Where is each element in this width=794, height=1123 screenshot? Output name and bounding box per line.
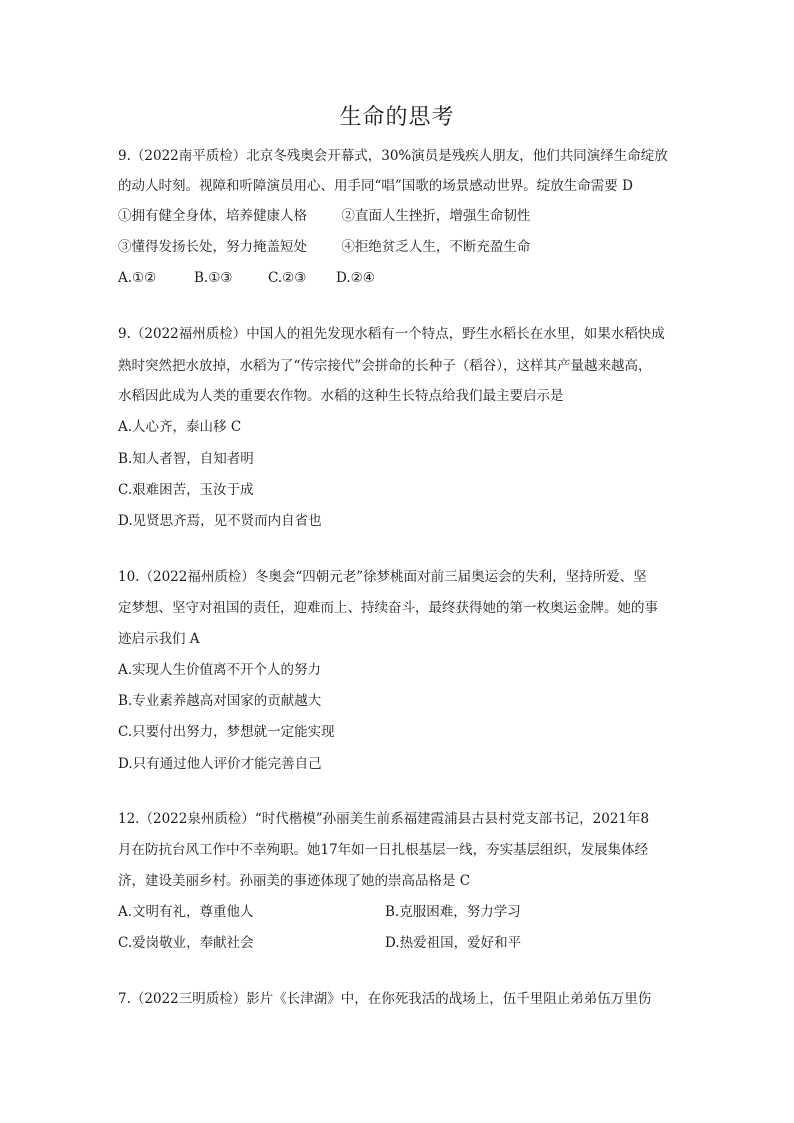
q2-text: 中国人的祖先发现水稻有一个特点，野生水稻长在水里，如果水稻快成 bbox=[246, 326, 665, 342]
q3-option-a: A.实现人生价值离不开个人的努力 bbox=[118, 662, 322, 678]
q4-line2: 月在防抗台风工作中不幸殉职。她17年如一日扎根基层一线，夯实基层组织，发展集体经 bbox=[118, 842, 649, 858]
q1-choice-d: D.②④ bbox=[336, 270, 375, 286]
q4-text: “时代楷模”孙丽美生前系福建霞浦县古县村党支部书记，2021年8 bbox=[254, 811, 650, 827]
q2-option-c: C.艰难困苦，玉汝于成 bbox=[118, 482, 254, 498]
q2-line2: 熟时突然把水放掉，水稻为了“传宗接代”会拼命的长种子（稻谷），这样其产量越来越高， bbox=[118, 358, 652, 374]
q4-option-c: C.爱岗敬业，奉献社会 bbox=[118, 935, 254, 951]
q1-choice-c: C.②③ bbox=[268, 270, 307, 286]
q3-line3: 迹启示我们 A bbox=[118, 631, 200, 647]
q3-number: 10. bbox=[118, 569, 140, 585]
q1-line1 bbox=[118, 146, 668, 166]
q1-source: （2022南平质检） bbox=[130, 148, 247, 164]
q2-source: （2022福州质检） bbox=[130, 326, 247, 342]
q2-number: 9. bbox=[118, 326, 131, 342]
q2-line3: 水稻因此成为人类的重要农作物。水稻的这种生长特点给我们最主要启示是 bbox=[118, 388, 564, 404]
q4-source: （2022泉州质检） bbox=[139, 811, 255, 827]
q2-option-b: B.知人者智，自知者明 bbox=[118, 451, 254, 467]
q1-number: 9. bbox=[118, 148, 131, 164]
q3-option-c: C.只要付出努力，梦想就一定能实现 bbox=[118, 724, 335, 740]
q4-option-a: A.文明有礼，尊重他人 bbox=[118, 904, 254, 920]
q5-line1 bbox=[118, 989, 651, 1009]
q1-text: 北京冬残奥会开幕式，30%演员是残疾人朋友，他们共同演绎生命绽放 bbox=[246, 148, 668, 164]
q2-line1 bbox=[118, 324, 665, 344]
q1-statements-1: ①拥有健全身体，培养健康人格 ②直面人生挫折，增强生命韧性 bbox=[118, 208, 531, 224]
q3-option-b: B.专业素养越高对国家的贡献越大 bbox=[118, 693, 322, 709]
q5-text: 影片《长津湖》中，在你死我活的战场上，伍千里阻止弟弟伍万里伤 bbox=[246, 991, 652, 1007]
q1-statements-2: ③懂得发扬长处，努力掩盖短处 ④拒绝贫乏人生，不断充盈生命 bbox=[118, 239, 531, 255]
q4-line1 bbox=[118, 809, 649, 829]
q4-option-b: B.克服困难，努力学习 bbox=[385, 904, 521, 920]
q3-text: 冬奥会“四朝元老”徐梦桃面对前三届奥运会的失利，坚持所爱、坚 bbox=[254, 569, 647, 585]
q1-choice-a: A.①② bbox=[118, 270, 157, 286]
q1-line2: 的动人时刻。视障和听障演员用心、用手同“唱”国歌的场景感动世界。绽放生命需要 D bbox=[118, 178, 633, 194]
q4-number: 12. bbox=[118, 811, 140, 827]
q1-choices bbox=[118, 268, 375, 288]
q3-source: （2022福州质检） bbox=[139, 569, 255, 585]
q3-line2: 定梦想、坚守对祖国的责任，迎难而上、持续奋斗，最终获得她的第一枚奥运金牌。她的事 bbox=[118, 600, 658, 616]
q3-option-d: D.只有通过他人评价才能完善自己 bbox=[118, 756, 322, 772]
q1-choice-b: B.①③ bbox=[194, 270, 233, 286]
q4-option-d: D.热爱祖国，爱好和平 bbox=[385, 935, 522, 951]
q3-line1 bbox=[118, 567, 647, 587]
q5-source: （2022三明质检） bbox=[130, 991, 247, 1007]
q4-line3: 济，建设美丽乡村。孙丽美的事迹体现了她的崇高品格是 C bbox=[118, 873, 471, 889]
q2-option-d: D.见贤思齐焉，见不贤而内自省也 bbox=[118, 513, 322, 529]
page-title: 生命的思考 bbox=[339, 105, 455, 130]
q5-number: 7. bbox=[118, 991, 131, 1007]
q2-option-a: A.人心齐，泰山移 C bbox=[118, 419, 242, 435]
